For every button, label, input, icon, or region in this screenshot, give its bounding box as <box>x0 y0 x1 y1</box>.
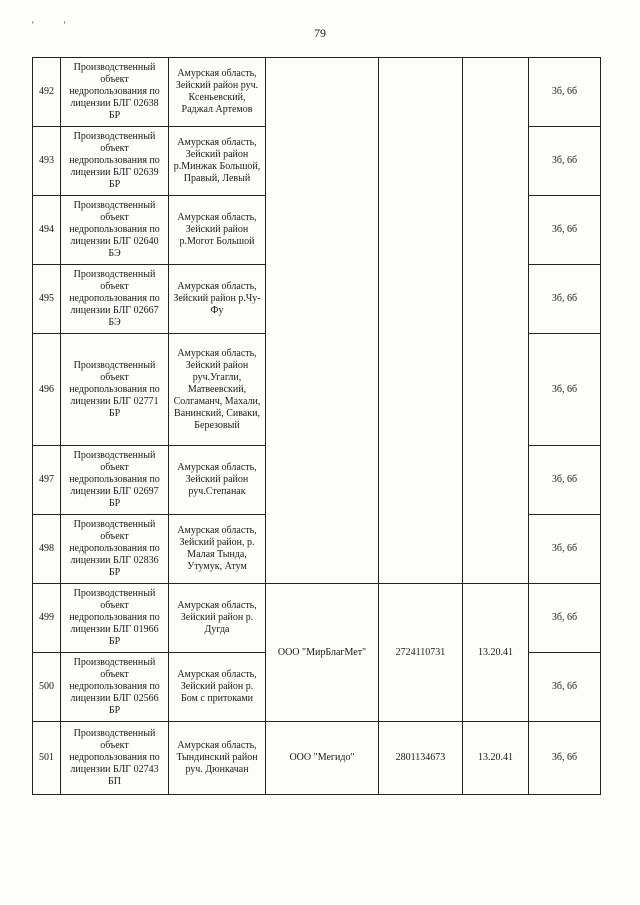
inn-cell: 2801134673 <box>379 722 463 795</box>
location-cell: Амурская область, Зейский район, р. Малая Тында, Утумук, Атум <box>169 515 266 584</box>
page-number: 79 <box>314 26 326 40</box>
code-cell: 3б, 6б <box>529 58 601 127</box>
code-cell: 3б, 6б <box>529 653 601 722</box>
object-cell: Производственный объект недропользования по лицензии БЛГ 02640 БЭ <box>61 196 169 265</box>
object-cell: Производственный объект недропользования по лицензии БЛГ 02743 БП <box>61 722 169 795</box>
location-cell: Амурская область, Зейский район р. Дугда <box>169 584 266 653</box>
object-cell: Производственный объект недропользования по лицензии БЛГ 02697 БР <box>61 446 169 515</box>
object-cell: Производственный объект недропользования по лицензии БЛГ 02771 БР <box>61 334 169 446</box>
code-cell: 3б, 6б <box>529 722 601 795</box>
code-cell: 3б, 6б <box>529 515 601 584</box>
code-cell: 3б, 6б <box>529 127 601 196</box>
location-cell: Амурская область, Зейский район руч. Ксеньевский, Раджал Артемов <box>169 58 266 127</box>
okved-cell: 13.20.41 <box>463 722 529 795</box>
code-cell: 3б, 6б <box>529 584 601 653</box>
location-cell: Амурская область, Тындинский район руч. Дюнкачан <box>169 722 266 795</box>
registry-table <box>32 57 601 795</box>
code-cell: 3б, 6б <box>529 196 601 265</box>
company-cell: ООО "Мегидо" <box>266 722 379 795</box>
row-number: 497 <box>33 446 61 515</box>
location-cell: Амурская область, Зейский район р.Чу-Фу <box>169 265 266 334</box>
row-number: 492 <box>33 58 61 127</box>
location-cell: Амурская область, Зейский район р. Бом с притоками <box>169 653 266 722</box>
table-row <box>33 722 601 795</box>
inn-cell: 2724110731 <box>379 584 463 722</box>
empty-okved-cell <box>463 58 529 584</box>
row-number: 493 <box>33 127 61 196</box>
object-cell: Производственный объект недропользования по лицензии БЛГ 02639 БР <box>61 127 169 196</box>
code-cell: 3б, 6б <box>529 446 601 515</box>
row-number: 498 <box>33 515 61 584</box>
row-number: 496 <box>33 334 61 446</box>
object-cell: Производственный объект недропользования по лицензии БЛГ 02836 БР <box>61 515 169 584</box>
row-number: 501 <box>33 722 61 795</box>
row-number: 494 <box>33 196 61 265</box>
row-number: 500 <box>33 653 61 722</box>
table-row <box>33 58 601 127</box>
corner-mark: ' ' <box>32 20 80 30</box>
location-cell: Амурская область, Зейский район р.Могот Большой <box>169 196 266 265</box>
location-cell: Амурская область, Зейский район руч.Степанак <box>169 446 266 515</box>
table-row <box>33 584 601 653</box>
row-number: 499 <box>33 584 61 653</box>
object-cell: Производственный объект недропользования по лицензии БЛГ 02566 БР <box>61 653 169 722</box>
row-number: 495 <box>33 265 61 334</box>
object-cell: Производственный объект недропользования по лицензии БЛГ 01966 БР <box>61 584 169 653</box>
okved-cell: 13.20.41 <box>463 584 529 722</box>
object-cell: Производственный объект недропользования по лицензии БЛГ 02638 БР <box>61 58 169 127</box>
code-cell: 3б, 6б <box>529 265 601 334</box>
code-cell: 3б, 6б <box>529 334 601 446</box>
location-cell: Амурская область, Зейский район р.Минжак Большой, Правый, Левый <box>169 127 266 196</box>
object-cell: Производственный объект недропользования по лицензии БЛГ 02667 БЭ <box>61 265 169 334</box>
company-cell: ООО "МирБлагМет" <box>266 584 379 722</box>
empty-inn-cell <box>379 58 463 584</box>
empty-company-cell <box>266 58 379 584</box>
location-cell: Амурская область, Зейский район руч.Угагли, Матвеевский, Солгаманч, Махали, Ванинский, Сиваки, Березовый <box>169 334 266 446</box>
